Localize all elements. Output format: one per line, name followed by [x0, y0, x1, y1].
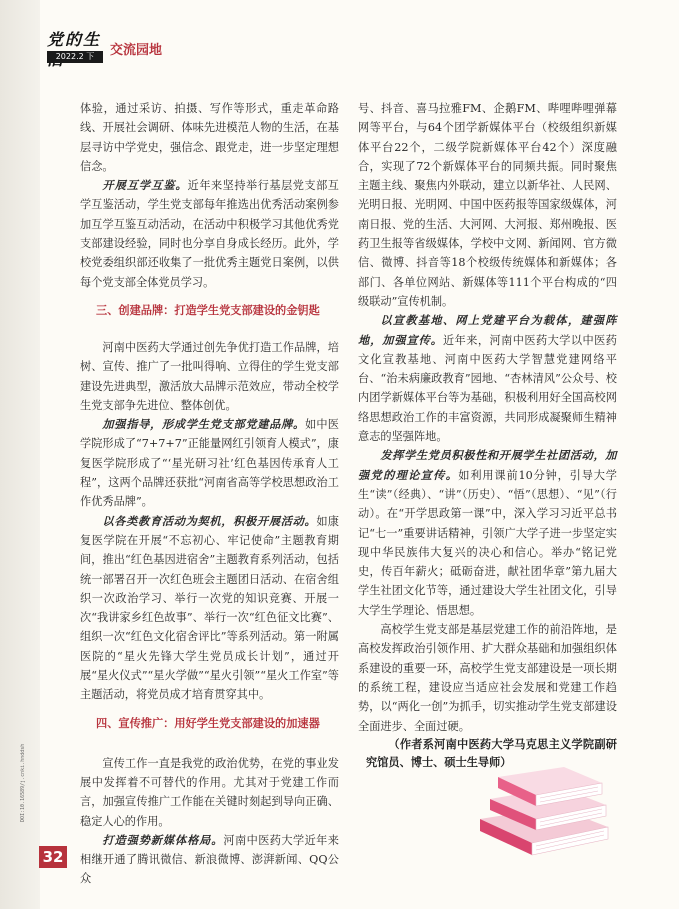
- paragraph: [358, 311, 617, 446]
- paragraph-body: 如中医学院形成了“7+7+7”正能量网红引领育人模式”，康复医学院形成了“‘星光研习社’红色基因传承育人工程”，这两个品牌还获批“河南省高等学校思想政治工作优秀品牌”。: [80, 418, 339, 509]
- paragraph: 高校学生党支部是基层党建工作的前沿阵地，是高校发挥政治引领作用、扩大群众基础和加强组织体系建设的重要一环，高校学生党支部建设是一项长期的系统工程，建设应当适应社会发展和党建工作趋势，以“两化一创”为抓手，切实推动学生党支部建设全面进步、全面过硬。: [358, 623, 617, 733]
- paragraph-lead: 以各类教育活动为契机，积极开展活动。: [102, 513, 317, 528]
- paragraph: 号、抖音、喜马拉雅FM、企鹅FM、哔哩哔哩弹幕网等平台，与64个团学新媒体平台（校级组织新媒体平台22个，二级学院新媒体平台42个）深度融合，实现了72个新媒体平台的同频共振。同时聚焦主题主线、聚焦内外联动，建立以新华社、人民网、光明日报、光明网、中国中医药报等国家级媒体，河南日报、党的生活、大河网、大河报、郑州晚报、医药卫生报等省级媒体，学校中文网、新闻网、官方微信、微博、抖音等18个校级传统媒体和新媒体；各部门、各单位网站、新媒体等111个平台构成的“四级联动”宣传机制。: [358, 102, 617, 308]
- paragraph-lead: 发挥学生党员积极性和开展学生社团活动，加强党的理论宣传。: [358, 448, 617, 482]
- paragraph: [80, 512, 339, 705]
- paragraph-body: 如康复医学院在开展“不忘初心、牢记使命”主题教育期间，推出“红色基因进宿舍”主题教育系列活动，包括统一部署召开一次红色班会主题团日活动、在宿舍组织一次政治学习、举行一次党的知识竞赛、开展一次“我讲家乡红色故事”、举行一次“红色征文比赛”、组织一次“红色文化宿舍评比”等系列活动。第一附属医院的“星火先锋大学生党员成长计划”，通过开展“星火仪式”“星火学做”“星火引领”“星火工作室”等主题活动，将党员成才培育贯穿其中。: [80, 514, 339, 702]
- magazine-title: 党的生: [47, 30, 102, 49]
- paragraph: [80, 176, 339, 292]
- books-illustration: [468, 757, 618, 857]
- doi-code: DOI:10.16589/j.cnki.hnddsh: [20, 743, 26, 822]
- section-heading-3: 三、创建品牌：打造学生党支部建设的金钥匙: [96, 303, 320, 317]
- page-number: 32: [39, 846, 67, 868]
- paragraph: [80, 831, 339, 889]
- paragraph: 体验，通过采访、拍摄、写作等形式，重走革命路线、开展社会调研、体味先进模范人物的生活，在基层寻访中学党史，强信念、跟党走，进一步坚定理想信念。: [80, 102, 339, 173]
- paragraph: [358, 446, 617, 620]
- paragraph-lead: 以宣教基地、网上党建平台为载体，建强阵地，加强宣传。: [358, 313, 617, 347]
- magazine-masthead: [47, 30, 107, 68]
- paragraph-lead: 开展互学互鉴。: [102, 178, 188, 193]
- issue-badge: 2022.2 下: [47, 51, 103, 63]
- paragraph-lead: 打造强势新媒体格局。: [102, 832, 224, 847]
- paragraph-body: 近年来坚持举行基层党支部互学互鉴活动，学生党支部每年推选出优秀活动案例参加互学互鉴互动活动，在活动中积极学习其他优秀党支部建设经验，同时也分享自身成长经历。此外，学校党委组织部还收集了一批优秀主题党日案例，以供每个党支部全体党员学习。: [80, 179, 339, 289]
- right-column: [358, 99, 617, 772]
- paragraph-body: 如利用课前10分钟，引导大学生“读”（经典）、“讲”（历史）、“悟”（思想）、“见”（行动）。在“开学思政第一课”中，深入学习习近平总书记“七一”重要讲话精神，引领广大学子进一步坚定实现中华民族伟大复兴的决心和信心。举办“铭记党史，传百年薪火；砥砺奋进，献社团华章”第九届大学生社团文化节等，通过建设大学生社团文化，引导大学生学理论、悟思想。: [358, 468, 617, 617]
- author-note: （作者系河南中医药大学马克思主义学院副研究馆员、博士、硕士生导师）: [366, 737, 617, 769]
- section-heading-4: 四、宣传推广：用好学生党支部建设的加速器: [96, 716, 320, 730]
- section-title: 交流园地: [110, 43, 163, 58]
- page-header: [0, 0, 679, 70]
- paragraph: [80, 415, 339, 511]
- paragraph-body: 近年来，河南中医药大学以中医药文化宣教基地、河南中医药大学智慧党建网络平台、“治未病廉政教育”园地、“杏林清风”公众号、校内团学新媒体平台等为基础，积极利用好全国高校网络思想政治工作的丰富资源，共同形成凝聚师生精神意志的坚强阵地。: [358, 333, 617, 444]
- left-column: [80, 99, 339, 889]
- paragraph-lead: 加强指导，形成学生党支部党建品牌。: [102, 417, 305, 432]
- paragraph: 宣传工作一直是我党的政治优势，在党的事业发展中发挥着不可替代的作用。尤其对于党建工作而言，加强宣传推广工作能在关键时刻起到导向正确、稳定人心的作用。: [80, 756, 339, 828]
- paragraph-body: 河南中医药大学近年来相继开通了腾讯微信、新浪微博、澎湃新闻、QQ公众: [80, 833, 339, 886]
- paragraph: 河南中医药大学通过创先争优打造工作品牌，培树、宣传、推广了一批叫得响、立得住的学生党支部建设先进典型，激活放大品牌示范效应，带动全校学生党支部争先进位、整体创优。: [80, 340, 339, 412]
